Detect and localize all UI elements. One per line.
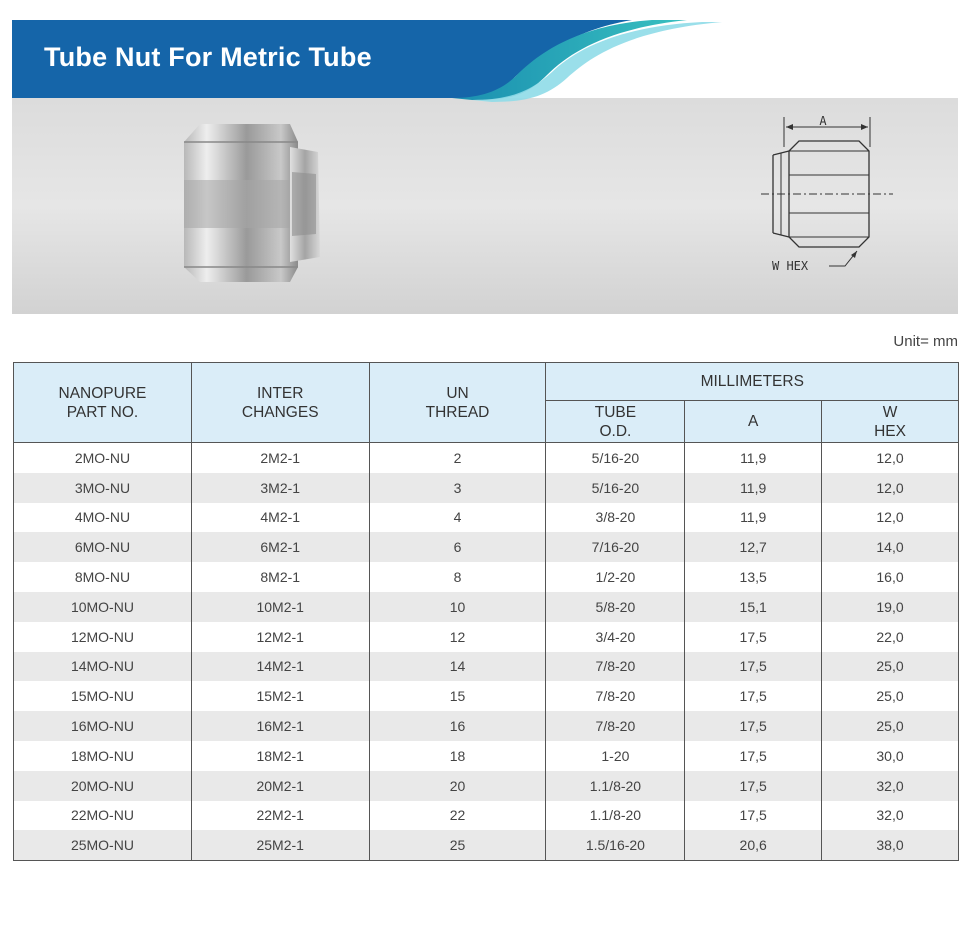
table-row bbox=[14, 830, 959, 860]
col-header-w-hex: W HEX bbox=[822, 401, 959, 443]
cell-un: 3 bbox=[369, 473, 546, 503]
table-row bbox=[14, 562, 959, 592]
cell-inter: 8M2-1 bbox=[191, 562, 369, 592]
cell-part: 25MO-NU bbox=[14, 830, 192, 860]
cell-part: 6MO-NU bbox=[14, 532, 192, 562]
cell-un: 16 bbox=[369, 711, 546, 741]
table-row bbox=[14, 622, 959, 652]
cell-part: 14MO-NU bbox=[14, 652, 192, 682]
cell-un: 15 bbox=[369, 681, 546, 711]
cell-a: 17,5 bbox=[685, 801, 822, 831]
cell-inter: 14M2-1 bbox=[191, 652, 369, 682]
cell-un: 2 bbox=[369, 443, 546, 473]
cell-part: 10MO-NU bbox=[14, 592, 192, 622]
cell-un: 18 bbox=[369, 741, 546, 771]
cell-tube: 1.1/8-20 bbox=[546, 801, 685, 831]
cell-w: 25,0 bbox=[822, 681, 959, 711]
cell-w: 12,0 bbox=[822, 503, 959, 533]
table-row bbox=[14, 771, 959, 801]
cell-a: 11,9 bbox=[685, 473, 822, 503]
cell-a: 11,9 bbox=[685, 443, 822, 473]
table-row bbox=[14, 681, 959, 711]
cell-inter: 3M2-1 bbox=[191, 473, 369, 503]
cell-un: 10 bbox=[369, 592, 546, 622]
cell-w: 32,0 bbox=[822, 801, 959, 831]
spec-table bbox=[13, 362, 959, 861]
cell-part: 20MO-NU bbox=[14, 771, 192, 801]
cell-w: 25,0 bbox=[822, 711, 959, 741]
cell-inter: 2M2-1 bbox=[191, 443, 369, 473]
cell-w: 19,0 bbox=[822, 592, 959, 622]
cell-tube: 7/8-20 bbox=[546, 681, 685, 711]
page-title: Tube Nut For Metric Tube bbox=[44, 42, 372, 72]
cell-inter: 15M2-1 bbox=[191, 681, 369, 711]
col-header-millimeters: MILLIMETERS bbox=[546, 363, 959, 401]
cell-inter: 10M2-1 bbox=[191, 592, 369, 622]
cell-part: 18MO-NU bbox=[14, 741, 192, 771]
cell-un: 20 bbox=[369, 771, 546, 801]
cell-a: 17,5 bbox=[685, 711, 822, 741]
cell-a: 11,9 bbox=[685, 503, 822, 533]
cell-part: 16MO-NU bbox=[14, 711, 192, 741]
cell-un: 14 bbox=[369, 652, 546, 682]
cell-tube: 5/16-20 bbox=[546, 443, 685, 473]
cell-tube: 1-20 bbox=[546, 741, 685, 771]
cell-w: 38,0 bbox=[822, 830, 959, 860]
tube-nut-photo bbox=[180, 122, 325, 284]
cell-a: 17,5 bbox=[685, 652, 822, 682]
cell-w: 30,0 bbox=[822, 741, 959, 771]
cell-a: 20,6 bbox=[685, 830, 822, 860]
dim-w-label: W HEX bbox=[772, 259, 809, 273]
table-row bbox=[14, 532, 959, 562]
table-row bbox=[14, 741, 959, 771]
cell-a: 17,5 bbox=[685, 622, 822, 652]
cell-w: 32,0 bbox=[822, 771, 959, 801]
cell-part: 8MO-NU bbox=[14, 562, 192, 592]
cell-inter: 18M2-1 bbox=[191, 741, 369, 771]
cell-tube: 1/2-20 bbox=[546, 562, 685, 592]
cell-inter: 16M2-1 bbox=[191, 711, 369, 741]
table-row bbox=[14, 801, 959, 831]
cell-inter: 6M2-1 bbox=[191, 532, 369, 562]
table-row bbox=[14, 592, 959, 622]
cell-inter: 22M2-1 bbox=[191, 801, 369, 831]
cell-tube: 1.5/16-20 bbox=[546, 830, 685, 860]
table-row bbox=[14, 473, 959, 503]
col-header-tube-od: TUBE O.D. bbox=[546, 401, 685, 443]
cell-a: 13,5 bbox=[685, 562, 822, 592]
cell-un: 4 bbox=[369, 503, 546, 533]
cell-tube: 7/16-20 bbox=[546, 532, 685, 562]
cell-w: 25,0 bbox=[822, 652, 959, 682]
dim-a-label: A bbox=[819, 115, 827, 128]
unit-label: Unit= mm bbox=[893, 333, 958, 350]
cell-part: 2MO-NU bbox=[14, 443, 192, 473]
cell-w: 16,0 bbox=[822, 562, 959, 592]
table-row bbox=[14, 652, 959, 682]
table-row bbox=[14, 503, 959, 533]
cell-a: 15,1 bbox=[685, 592, 822, 622]
cell-a: 17,5 bbox=[685, 771, 822, 801]
table-body bbox=[14, 443, 959, 861]
header-banner bbox=[12, 20, 958, 314]
cell-un: 22 bbox=[369, 801, 546, 831]
col-header-inter-changes: INTER CHANGES bbox=[191, 363, 369, 443]
cell-part: 12MO-NU bbox=[14, 622, 192, 652]
cell-inter: 4M2-1 bbox=[191, 503, 369, 533]
cell-un: 12 bbox=[369, 622, 546, 652]
cell-a: 17,5 bbox=[685, 741, 822, 771]
cell-w: 12,0 bbox=[822, 443, 959, 473]
cell-part: 3MO-NU bbox=[14, 473, 192, 503]
cell-un: 8 bbox=[369, 562, 546, 592]
cell-part: 22MO-NU bbox=[14, 801, 192, 831]
table-row bbox=[14, 711, 959, 741]
cell-tube: 3/4-20 bbox=[546, 622, 685, 652]
table-row bbox=[14, 443, 959, 473]
table-header bbox=[14, 363, 959, 443]
cell-tube: 3/8-20 bbox=[546, 503, 685, 533]
dimension-diagram bbox=[757, 115, 897, 275]
col-header-part-no: NANOPURE PART NO. bbox=[14, 363, 192, 443]
cell-inter: 25M2-1 bbox=[191, 830, 369, 860]
cell-a: 17,5 bbox=[685, 681, 822, 711]
cell-part: 15MO-NU bbox=[14, 681, 192, 711]
cell-tube: 7/8-20 bbox=[546, 711, 685, 741]
cell-tube: 1.1/8-20 bbox=[546, 771, 685, 801]
cell-inter: 12M2-1 bbox=[191, 622, 369, 652]
cell-inter: 20M2-1 bbox=[191, 771, 369, 801]
col-header-un-thread: UN THREAD bbox=[369, 363, 546, 443]
col-header-a: A bbox=[685, 401, 822, 443]
cell-part: 4MO-NU bbox=[14, 503, 192, 533]
cell-w: 14,0 bbox=[822, 532, 959, 562]
cell-un: 6 bbox=[369, 532, 546, 562]
cell-w: 12,0 bbox=[822, 473, 959, 503]
cell-a: 12,7 bbox=[685, 532, 822, 562]
cell-tube: 5/8-20 bbox=[546, 592, 685, 622]
cell-tube: 5/16-20 bbox=[546, 473, 685, 503]
cell-un: 25 bbox=[369, 830, 546, 860]
cell-tube: 7/8-20 bbox=[546, 652, 685, 682]
cell-w: 22,0 bbox=[822, 622, 959, 652]
